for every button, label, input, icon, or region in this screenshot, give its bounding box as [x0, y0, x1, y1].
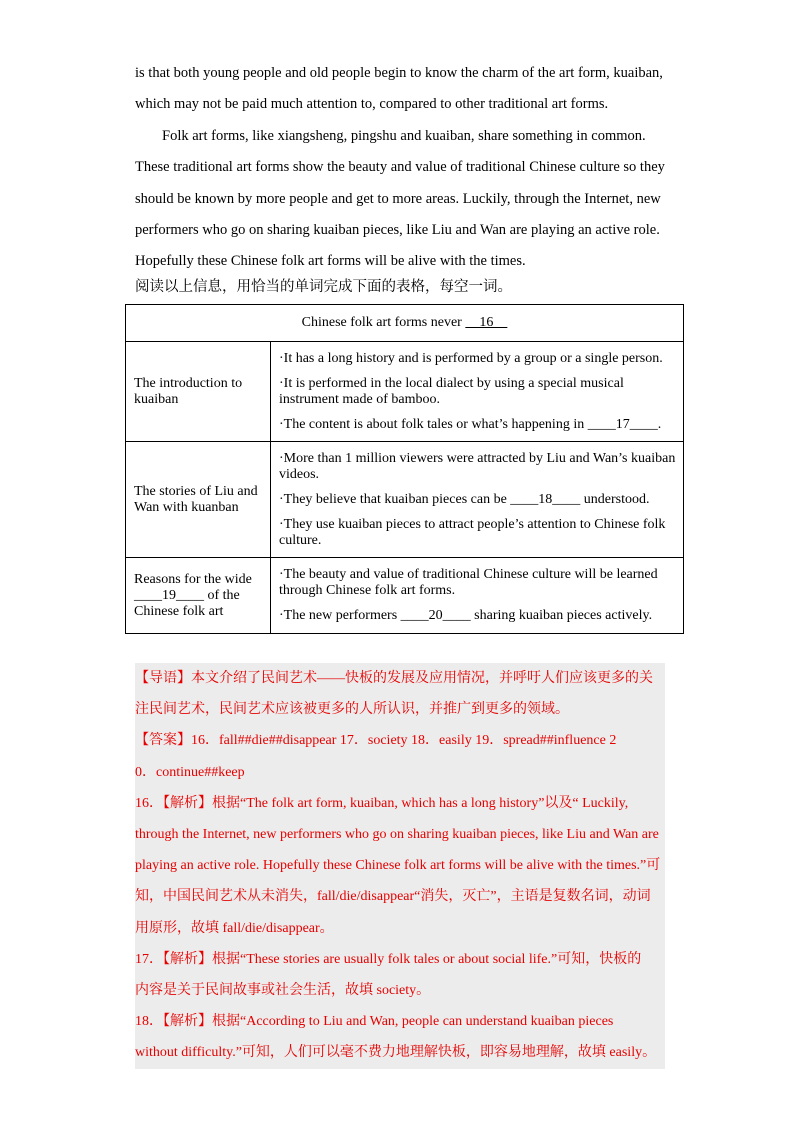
passage-line: which may not be paid much attention to, compared to other traditional art forms. — [135, 96, 609, 113]
blank-16: 16 — [465, 315, 508, 330]
row-content — [271, 442, 684, 558]
table-item: ·They believe that kuaiban pieces can be ____18____ understood. — [279, 491, 650, 507]
answer-line: 【导语】本文介绍了民间艺术——快板的发展及应用情况，并呼吁人们应该更多的关 — [135, 671, 653, 686]
answer-line: 内容是关于民间故事或社会生活，故填 society。 — [135, 983, 431, 999]
header-text: Chinese folk art forms never — [301, 315, 466, 330]
passage-line: is that both young people and old people begin to know the charm of the art form, kuaiban, — [135, 65, 663, 81]
table-item: ·The new performers ____20____ sharing kuaiban pieces actively. — [279, 608, 653, 623]
passage-line: These traditional art forms show the beauty and value of traditional Chinese culture so they — [135, 159, 665, 176]
answer-line: 【答案】16．fall##die##disappear 17．society 18．easily 19．spread##influence 2 — [135, 733, 617, 749]
passage-line: Hopefully these Chinese folk art forms will be alive with the times. — [135, 253, 526, 270]
table-item: ·They use kuaiban pieces to attract people’s attention to Chinese folk culture. — [279, 516, 666, 548]
reading-passage — [135, 58, 665, 278]
row-label: The stories of Liu and Wan with kuanban — [126, 442, 271, 558]
table-item: ·It has a long history and is performed by a group or a single person. — [279, 350, 663, 366]
table-header — [126, 305, 684, 342]
answer-line: 注民间艺术，民间艺术应该被更多的人所认识，并推广到更多的领域。 — [135, 702, 569, 718]
answer-line: playing an active role. Hopefully these Chinese folk art forms will be alive with the times.”可 — [135, 858, 661, 874]
answer-line: 17．【解析】根据“These stories are usually folk tales or about social life.”可知，快板的 — [135, 951, 642, 967]
task-instruction: 阅读以上信息，用恰当的单词完成下面的表格，每空一词。 — [135, 279, 512, 295]
answer-line: 18．【解析】根据“According to Liu and Wan, people can understand kuaiban pieces — [135, 1014, 614, 1030]
table-item: ·It is performed in the local dialect by using a special musical instrument made of bamboo. — [279, 375, 624, 407]
passage-line: performers who go on sharing kuaiban pieces, like Liu and Wan are playing an active role. — [135, 222, 660, 239]
passage-line: Folk art forms, like xiangsheng, pingshu and kuaiban, share something in common. — [162, 127, 646, 144]
answer-section — [135, 663, 665, 1069]
table-item: ·More than 1 million viewers were attracted by Liu and Wan’s kuaiban videos. — [279, 450, 676, 482]
answer-line: without difficulty.”可知，人们可以毫不费力地理解快板，即容易地理解，故填 easily。 — [135, 1045, 657, 1061]
row-label: Reasons for the wide ____19____ of the Chinese folk art — [126, 558, 271, 634]
row-label: The introduction to kuaiban — [126, 342, 271, 442]
answer-line: 用原形，故填 fall/die/disappear。 — [135, 920, 334, 936]
table-item: ·The beauty and value of traditional Chinese culture will be learned through Chinese folk art forms. — [279, 567, 658, 598]
fill-in-table — [125, 304, 684, 634]
passage-line: should be known by more people and get to more areas. Luckily, through the Internet, new — [135, 190, 661, 207]
answer-line: 0．continue##keep — [135, 764, 245, 780]
answer-line: 16．【解析】根据“The folk art form, kuaiban, which has a long history”以及“ Luckily, — [135, 795, 629, 811]
table-item: ·The content is about folk tales or what’s happening in ____17____. — [279, 416, 662, 432]
answer-line: through the Internet, new performers who go on sharing kuaiban pieces, like Liu and Wan are — [135, 827, 659, 843]
row-content — [271, 342, 684, 442]
answer-line: 知，中国民间艺术从未消失，fall/die/disappear“消失，灭亡”，主语是复数名词，动词 — [135, 889, 651, 905]
row-content — [271, 558, 684, 634]
